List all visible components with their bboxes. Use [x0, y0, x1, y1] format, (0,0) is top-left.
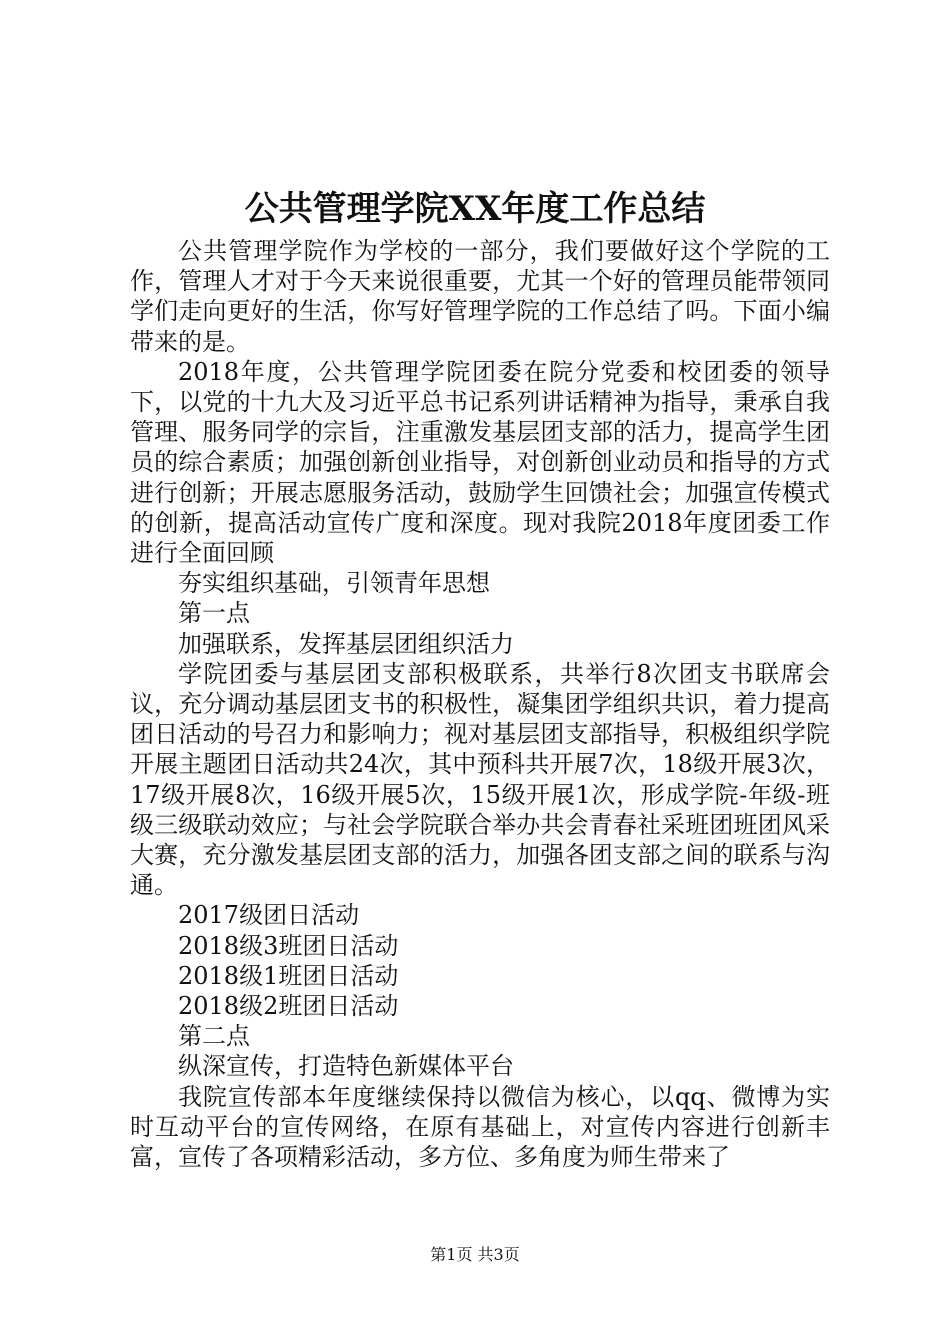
document-title: 公共管理学院XX年度工作总结 [244, 189, 706, 229]
page-number-footer: 第1页 共3页 [430, 1245, 520, 1264]
activity-caption: 2018级3班团日活动 [178, 931, 399, 960]
overview-paragraph: 2018年度，公共管理学院团委在院分党委和校团委的领导下，以党的十九大及习近平总书记系列讲话精神为指导，秉承自我管理、服务同学的宗旨，注重激发基层团支部的活力，提高学生团员的综合素质；加强创新创业指导，对创新创业动员和指导的方式进行创新；开展志愿服务活动，鼓励学生回馈社会；加强宣传模式的创新，提高活动宣传广度和深度。现对我院2018年度团委工作进行全面回顾 [130, 357, 830, 568]
activity-caption: 2017级团日活动 [178, 901, 360, 930]
subsection-heading: 加强联系，发挥基层团组织活力 [178, 629, 514, 658]
section-heading: 夯实组织基础，引领青年思想 [178, 569, 490, 598]
point-heading: 第一点 [178, 599, 250, 628]
document-body [130, 236, 830, 1172]
subsection-heading: 纵深宣传，打造特色新媒体平台 [178, 1052, 514, 1081]
activity-caption: 2018级2班团日活动 [178, 992, 399, 1021]
point-heading: 第二点 [178, 1022, 250, 1051]
intro-paragraph: 公共管理学院作为学校的一部分，我们要做好这个学院的工作，管理人才对于今天来说很重要，尤其一个好的管理员能带领同学们走向更好的生活，你写好管理学院的工作总结了吗。下面小编带来的是。 [130, 237, 830, 356]
publicity-paragraph: 我院宣传部本年度继续保持以微信为核心，以qq、微博为实时互动平台的宣传网络，在原有基础上，对宣传内容进行创新丰富，宣传了各项精彩活动，多方位、多角度为师生带来了 [130, 1082, 830, 1172]
activity-caption: 2018级1班团日活动 [178, 961, 399, 990]
league-contact-paragraph: 学院团委与基层团支部积极联系，共举行8次团支书联席会议，充分调动基层团支书的积极性，凝集团学组织共识，着力提高团日活动的号召力和影响力；视对基层团支部指导，积极组织学院开展主题团日活动共24次，其中预科共开展7次，18级开展3次，17级开展8次，16级开展5次，15级开展1次，形成学院-年级-班级三级联动效应；与社会学院联合举办共会青春社采班团班团风采大赛，充分激发基层团支部的活力，加强各团支部之间的联系与沟通。 [130, 659, 830, 900]
